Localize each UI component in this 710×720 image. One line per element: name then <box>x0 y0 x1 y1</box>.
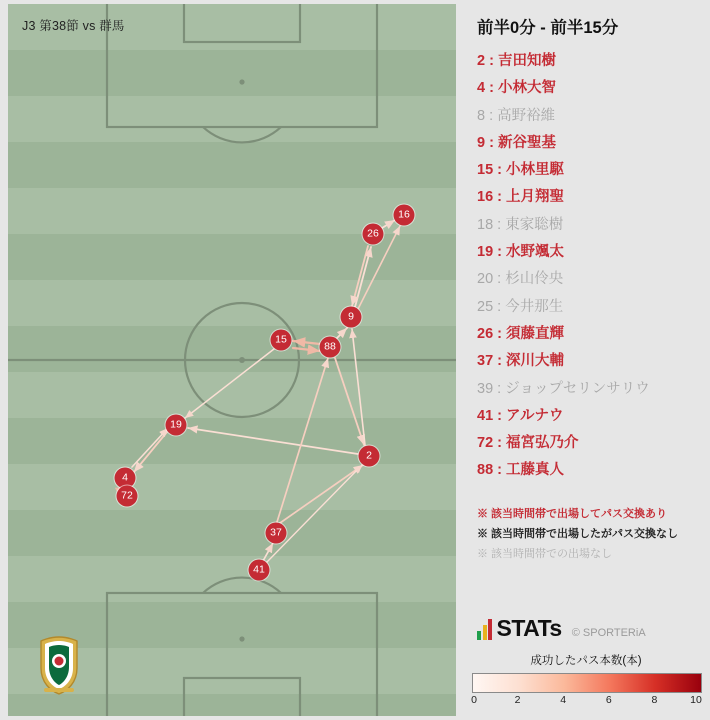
colorbar-tick: 2 <box>514 694 521 706</box>
time-range-title: 前半0分 - 前半15分 <box>477 19 619 37</box>
legend-item-passes: ※ 該当時間帯で出場してパス交換あり <box>477 508 668 520</box>
roster-item-name: 水野颯太 <box>506 244 565 261</box>
side-panel <box>465 0 710 720</box>
match-title: J3 第38節 vs 群馬 <box>22 19 125 33</box>
player-node[interactable]: 41 <box>249 560 270 581</box>
roster-item[interactable]: 8 : 高野裕維 <box>477 107 556 124</box>
roster-item-name: 須藤直輝 <box>506 325 565 342</box>
colorbar-tick: 6 <box>605 694 612 706</box>
roster-item[interactable]: 39 : ジョップセリンサリウ <box>477 380 650 397</box>
roster-item-number: 26 <box>477 325 494 342</box>
roster-item-name: 小林大智 <box>497 80 556 97</box>
roster-item-name: 東家聡樹 <box>505 216 564 233</box>
colorbar-tick: 10 <box>690 694 702 706</box>
pass-network <box>8 4 456 716</box>
roster-item-name: 深川大輔 <box>506 353 565 370</box>
roster-item-name: 杉山伶央 <box>505 271 564 288</box>
roster-item-number: 16 <box>477 189 494 206</box>
roster-item[interactable]: 15 : 小林里駆 <box>477 162 565 179</box>
roster-item[interactable]: 4 : 小林大智 <box>477 80 556 97</box>
colorbar <box>472 652 700 710</box>
legend <box>477 504 707 564</box>
roster-item-number: 25 <box>477 298 494 315</box>
roster-item-number: 9 <box>477 134 486 151</box>
colorbar-ticks <box>472 694 700 710</box>
roster-item[interactable]: 18 : 東家聡樹 <box>477 216 564 233</box>
copyright: © SPORTERiA <box>571 626 646 639</box>
colorbar-tick: 8 <box>651 694 658 706</box>
colorbar-tick: 4 <box>560 694 567 706</box>
player-node[interactable]: 26 <box>363 224 384 245</box>
colorbar-gradient <box>472 673 702 693</box>
player-node[interactable]: 15 <box>271 330 292 351</box>
roster-item-name: 上月翔聖 <box>506 189 565 206</box>
roster-item-name: 今井那生 <box>505 298 564 315</box>
pass-edges <box>8 4 456 716</box>
roster-item[interactable]: 19 : 水野颯太 <box>477 244 565 261</box>
roster-list <box>477 48 705 485</box>
roster-item-number: 88 <box>477 462 494 479</box>
brand-bars-icon <box>477 618 494 640</box>
colorbar-title: 成功したパス本数(本) <box>530 655 642 667</box>
roster-item[interactable]: 2 : 吉田知樹 <box>477 53 556 69</box>
player-node[interactable]: 72 <box>117 486 138 507</box>
roster-item[interactable]: 26 : 須藤直輝 <box>477 325 565 342</box>
legend-item-absent: ※ 該当時間帯での出場なし <box>477 548 613 560</box>
player-node[interactable]: 9 <box>341 307 362 328</box>
player-node[interactable]: 88 <box>320 337 341 358</box>
colorbar-tick: 0 <box>471 694 477 706</box>
roster-item-number: 37 <box>477 353 494 370</box>
roster-item-name: ジョップセリンサリウ <box>505 380 650 397</box>
roster-item[interactable]: 41 : アルナウ <box>477 407 564 424</box>
roster-item-name: 福宮弘乃介 <box>506 435 579 452</box>
roster-item[interactable]: 72 : 福宮弘乃介 <box>477 435 579 452</box>
brand-logo <box>477 615 646 642</box>
roster-item-name: 吉田知樹 <box>497 53 556 69</box>
roster-item-number: 41 <box>477 407 494 424</box>
legend-item-no-passes: ※ 該当時間帯で出場したがパス交換なし <box>477 528 679 540</box>
roster-item-name: アルナウ <box>506 407 564 424</box>
player-node[interactable]: 2 <box>359 446 380 467</box>
player-node[interactable]: 4 <box>115 468 136 489</box>
roster-item[interactable]: 88 : 工藤真人 <box>477 462 565 479</box>
roster-item-number: 15 <box>477 162 494 179</box>
player-node[interactable]: 19 <box>166 415 187 436</box>
brand-name: STATs <box>496 615 562 641</box>
player-node[interactable]: 16 <box>394 205 415 226</box>
roster-item-number: 72 <box>477 435 494 452</box>
roster-item-number: 19 <box>477 244 494 261</box>
roster-item-number: 2 <box>477 53 486 69</box>
roster-item-number: 18 <box>477 216 494 233</box>
roster-item-number: 8 <box>477 107 486 124</box>
roster-item-number: 20 <box>477 271 494 288</box>
pitch <box>8 4 456 716</box>
roster-item[interactable]: 20 : 杉山伶央 <box>477 271 564 288</box>
roster-item-name: 新谷聖基 <box>497 134 556 151</box>
roster-item-number: 4 <box>477 80 486 97</box>
roster-item-number: 39 <box>477 380 494 397</box>
roster-item-name: 工藤真人 <box>506 462 565 479</box>
roster-item[interactable]: 37 : 深川大輔 <box>477 353 565 370</box>
player-node[interactable]: 37 <box>266 523 287 544</box>
roster-item[interactable]: 16 : 上月翔聖 <box>477 189 565 206</box>
roster-item[interactable]: 25 : 今井那生 <box>477 298 564 315</box>
roster-item-name: 高野裕維 <box>497 107 556 124</box>
roster-item[interactable]: 9 : 新谷聖基 <box>477 134 556 151</box>
roster-item-name: 小林里駆 <box>506 162 565 179</box>
